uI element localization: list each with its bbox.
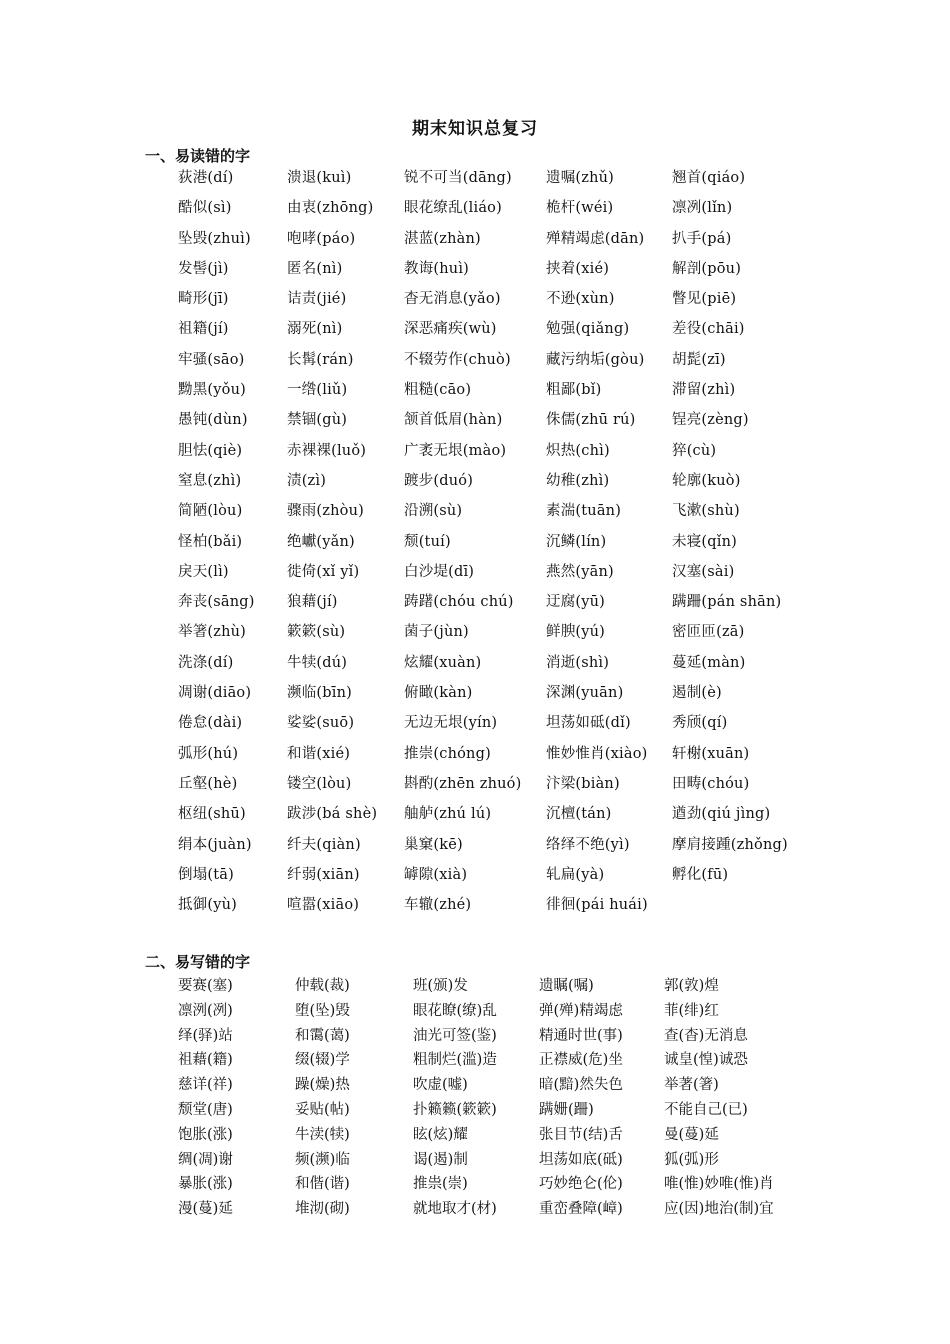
word-correction-entry: 曼(蔓)延 [664,1126,719,1143]
word-correction-entry: 谒(遏)制 [413,1151,468,1168]
word-correction-entry: 绎(驿)站 [178,1027,233,1044]
word-correction-entry: 和偕(谐) [295,1176,350,1193]
word-pinyin-entry: 怪柏(bǎi) [178,533,243,550]
word-pinyin-entry: 举箸(zhù) [178,624,247,641]
word-pinyin-entry: 赤裸裸(luǒ) [287,442,367,459]
word-correction-entry: 祖藉(籍) [178,1052,233,1069]
word-pinyin-entry: 舳舻(zhú lú) [404,806,492,823]
word-correction-entry: 堕(坠)毁 [295,1002,350,1019]
word-pinyin-entry: 白沙堤(dī) [404,563,475,580]
word-correction-entry: 举著(箸) [664,1077,719,1094]
word-pinyin-entry: 汴梁(biàn) [546,775,620,792]
word-pinyin-entry: 幼稚(zhì) [546,472,610,489]
word-correction-entry: 精通时世(事) [539,1027,623,1044]
word-correction-entry: 和霭(蔼) [295,1027,350,1044]
word-pinyin-entry: 消逝(shì) [546,654,610,671]
word-correction-entry: 正襟威(危)坐 [539,1052,623,1069]
word-pinyin-entry: 祖籍(jí) [178,321,229,338]
word-pinyin-entry: 侏儒(zhū rú) [546,412,636,429]
word-correction-entry: 菲(绯)红 [664,1002,719,1019]
word-pinyin-entry: 粗鄙(bǐ) [546,382,602,399]
word-pinyin-entry: 差役(chāi) [672,321,745,338]
word-correction-entry: 眩(炫)耀 [413,1126,468,1143]
word-pinyin-entry: 匿名(nì) [287,260,343,277]
word-pinyin-entry: 长髯(rán) [287,351,354,368]
word-pinyin-entry: 沉鳞(lín) [546,533,607,550]
word-pinyin-entry: 溺死(nì) [287,321,343,338]
word-pinyin-entry: 沿溯(sù) [404,503,463,520]
word-pinyin-entry: 教诲(huì) [404,260,470,277]
miswritten-words-table [178,975,818,1223]
word-pinyin-entry: 弧形(hú) [178,745,239,762]
word-pinyin-entry: 一绺(liǔ) [287,382,348,399]
word-correction-entry: 唯(惟)妙唯(惟)肖 [664,1176,774,1193]
word-correction-entry: 坦荡如底(砥) [539,1151,623,1168]
word-pinyin-entry: 颔首低眉(hàn) [404,412,503,429]
word-correction-entry: 颓堂(唐) [178,1101,233,1118]
page-title: 期末知识总复习 [412,119,538,139]
word-correction-entry: 绸(凋)谢 [178,1151,233,1168]
word-pinyin-entry: 抵御(yù) [178,897,238,914]
word-pinyin-entry: 徙倚(xǐ yǐ) [287,563,360,580]
word-pinyin-entry: 鲜腴(yú) [546,624,606,641]
word-correction-entry: 饱胀(涨) [178,1126,233,1143]
word-pinyin-entry: 炫耀(xuàn) [404,654,482,671]
word-pinyin-entry: 瞥见(piē) [672,291,737,308]
word-pinyin-entry: 簌簌(sù) [287,624,346,641]
word-pinyin-entry: 素湍(tuān) [546,503,622,520]
word-pinyin-entry: 狼藉(jí) [287,594,338,611]
word-pinyin-entry: 秀颀(qí) [672,715,728,732]
section-heading-misread: 一、易读错的字 [145,147,251,165]
word-pinyin-entry: 解剖(pōu) [672,260,742,277]
word-pinyin-entry: 无边无垠(yín) [404,715,498,732]
word-pinyin-entry: 不辍劳作(chuò) [404,351,511,368]
word-pinyin-entry: 绢本(juàn) [178,836,252,853]
word-pinyin-entry: 摩肩接踵(zhǒng) [672,836,788,853]
word-correction-entry: 慈详(祥) [178,1077,233,1094]
word-pinyin-entry: 车辙(zhé) [404,897,472,914]
word-pinyin-entry: 胆怯(qiè) [178,442,243,459]
word-correction-entry: 就地取才(材) [413,1201,497,1218]
word-pinyin-entry: 田畴(chóu) [672,775,750,792]
word-pinyin-entry: 遒劲(qiú jìng) [672,806,771,823]
word-pinyin-entry: 锃亮(zèng) [672,412,749,429]
word-correction-entry: 堆沏(砌) [295,1201,350,1218]
word-pinyin-entry: 猝(cù) [672,442,717,459]
word-pinyin-entry: 粗糙(cāo) [404,382,472,399]
word-correction-entry: 凛洌(冽) [178,1002,233,1019]
word-correction-entry: 张目节(结)舌 [539,1126,623,1143]
word-pinyin-entry: 燕然(yān) [546,563,614,580]
word-correction-entry: 暴胀(涨) [178,1176,233,1193]
word-pinyin-entry: 广袤无垠(mào) [404,442,507,459]
section-heading-miswritten: 二、易写错的字 [145,953,251,971]
word-pinyin-entry: 密匝匝(zā) [672,624,745,641]
word-pinyin-entry [672,894,818,924]
word-pinyin-entry: 藏污纳垢(gòu) [546,351,645,368]
word-pinyin-entry: 湛蓝(zhàn) [404,230,481,247]
word-correction-entry: 吹虚(嘘) [413,1077,468,1094]
word-pinyin-entry: 翘首(qiáo) [672,170,746,186]
word-pinyin-entry: 镂空(lòu) [287,775,352,792]
word-pinyin-entry: 坦荡如砥(dǐ) [546,715,631,732]
word-correction-entry: 郭(敦)煌 [664,978,719,994]
word-pinyin-entry: 戾天(lì) [178,563,229,580]
word-pinyin-entry: 汉塞(sài) [672,563,735,580]
word-correction-entry: 诚皇(惶)诚恐 [664,1052,748,1069]
word-correction-entry: 不能自己(已) [664,1101,748,1118]
word-pinyin-entry: 骤雨(zhòu) [287,503,364,520]
word-pinyin-entry: 滞留(zhì) [672,382,736,399]
word-pinyin-entry: 蹒跚(pán shān) [672,594,782,611]
word-pinyin-entry: 不逊(xùn) [546,291,615,308]
word-pinyin-entry: 凋谢(diāo) [178,685,252,702]
word-correction-entry: 狐(弧)形 [664,1151,719,1168]
word-pinyin-entry: 纤夫(qiàn) [287,836,361,853]
word-pinyin-entry: 深渊(yuān) [546,685,624,702]
word-correction-entry: 暗(黯)然失色 [539,1077,623,1094]
word-pinyin-entry: 眼花缭乱(liáo) [404,200,502,217]
word-pinyin-entry: 凛冽(lǐn) [672,200,733,217]
word-pinyin-entry: 倦怠(dài) [178,715,243,732]
word-pinyin-entry: 黝黑(yǒu) [178,382,246,399]
word-correction-entry: 推祟(崇) [413,1176,468,1193]
word-pinyin-entry: 咆哮(páo) [287,230,356,247]
word-pinyin-entry: 畸形(jī) [178,291,229,308]
word-pinyin-entry: 简陋(lòu) [178,503,243,520]
word-pinyin-entry: 酷似(sì) [178,200,232,217]
word-pinyin-entry: 濒临(bīn) [287,685,352,702]
word-correction-entry: 油光可签(鉴) [413,1027,497,1044]
word-correction-entry: 牛渎(犊) [295,1126,350,1143]
word-pinyin-entry: 荻港(dí) [178,170,234,186]
word-correction-entry: 躁(燥)热 [295,1077,350,1094]
word-pinyin-entry: 殚精竭虑(dān) [546,230,645,247]
word-correction-entry: 重峦叠障(嶂) [539,1201,623,1218]
word-pinyin-entry: 菌子(jùn) [404,624,469,641]
word-pinyin-entry: 轩榭(xuān) [672,745,750,762]
word-correction-entry: 频(濒)临 [295,1151,350,1168]
word-pinyin-entry: 勉强(qiǎng) [546,321,630,338]
word-pinyin-entry: 轮廓(kuò) [672,472,741,489]
word-pinyin-entry: 炽热(chì) [546,442,610,459]
word-pinyin-entry: 胡髭(zī) [672,351,726,368]
word-correction-entry: 妥贴(帖) [295,1101,350,1118]
word-pinyin-entry: 丘壑(hè) [178,775,238,792]
word-pinyin-entry: 飞漱(shù) [672,503,740,520]
word-correction-entry: 粗制烂(滥)造 [413,1052,497,1069]
word-pinyin-entry: 诘责(jié) [287,291,347,308]
word-pinyin-entry: 颓(tuí) [404,533,451,550]
word-pinyin-entry: 牢骚(sāo) [178,351,245,368]
word-correction-entry: 查(杳)无消息 [664,1027,748,1044]
word-pinyin-entry: 络绎不绝(yì) [546,836,630,853]
word-pinyin-entry: 绝巘(yǎn) [287,533,355,550]
word-correction-entry: 缀(辍)学 [295,1052,350,1069]
word-pinyin-entry: 喧嚣(xiāo) [287,897,360,914]
word-pinyin-entry: 俯瞰(kàn) [404,685,473,702]
word-pinyin-entry: 渍(zì) [287,472,327,489]
word-pinyin-entry: 轧扁(yà) [546,866,605,883]
word-pinyin-entry: 发髻(jì) [178,260,229,277]
word-correction-entry: 扑籁籁(簌簌) [413,1101,497,1118]
word-pinyin-entry: 纤弱(xiān) [287,866,360,883]
word-correction-entry: 应(因)地治(制)宜 [664,1201,774,1218]
word-correction-entry: 要赛(塞) [178,978,233,994]
word-pinyin-entry: 枢纽(shū) [178,806,246,823]
word-pinyin-entry: 杳无消息(yǎo) [404,291,501,308]
word-pinyin-entry: 徘徊(pái huái) [546,897,648,914]
word-pinyin-entry: 孵化(fū) [672,866,729,883]
word-pinyin-entry: 罅隙(xià) [404,866,468,883]
word-pinyin-entry: 坠毁(zhuì) [178,230,251,247]
word-pinyin-entry: 挟着(xié) [546,260,610,277]
word-correction-entry: 眼花瞭(缭)乱 [413,1002,497,1019]
misread-words-table [178,167,818,924]
word-pinyin-entry: 洗涤(dí) [178,654,234,671]
word-pinyin-entry: 巢窠(kē) [404,836,463,853]
word-pinyin-entry: 和谐(xié) [287,745,351,762]
word-pinyin-entry: 未寝(qǐn) [672,533,737,550]
word-pinyin-entry: 愚钝(dùn) [178,412,248,429]
word-pinyin-entry: 迂腐(yū) [546,594,606,611]
word-pinyin-entry: 遏制(è) [672,685,722,702]
word-pinyin-entry: 踌躇(chóu chú) [404,594,514,611]
word-pinyin-entry: 娑娑(suō) [287,715,355,732]
word-pinyin-entry: 窒息(zhì) [178,472,242,489]
word-pinyin-entry: 踱步(duó) [404,472,474,489]
word-pinyin-entry: 桅杆(wéi) [546,200,614,217]
word-correction-entry: 巧妙绝仑(伦) [539,1176,623,1193]
word-pinyin-entry: 遗嘱(zhǔ) [546,170,615,186]
word-correction-entry: 弹(殚)精竭虑 [539,1002,623,1019]
word-pinyin-entry: 倒塌(tā) [178,866,234,883]
word-pinyin-entry: 扒手(pá) [672,230,732,247]
word-pinyin-entry: 斟酌(zhēn zhuó) [404,775,522,792]
word-correction-entry: 遗瞩(嘱) [539,978,594,994]
word-pinyin-entry: 由衷(zhōng) [287,200,374,217]
word-pinyin-entry: 沉檀(tán) [546,806,612,823]
word-pinyin-entry: 禁锢(gù) [287,412,348,429]
word-correction-entry: 班(颁)发 [413,978,468,994]
word-correction-entry: 漫(蔓)延 [178,1201,233,1218]
word-pinyin-entry: 蔓延(màn) [672,654,746,671]
word-pinyin-entry: 锐不可当(dāng) [404,170,512,186]
word-pinyin-entry: 奔丧(sāng) [178,594,255,611]
word-pinyin-entry: 牛犊(dú) [287,654,348,671]
word-pinyin-entry: 深恶痛疾(wù) [404,321,497,338]
word-pinyin-entry: 推崇(chóng) [404,745,491,762]
word-pinyin-entry: 惟妙惟肖(xiào) [546,745,648,762]
word-pinyin-entry: 溃退(kuì) [287,170,352,186]
word-correction-entry: 蹒姗(跚) [539,1101,594,1118]
word-pinyin-entry: 跋涉(bá shè) [287,806,378,823]
word-correction-entry: 仲载(裁) [295,978,350,994]
